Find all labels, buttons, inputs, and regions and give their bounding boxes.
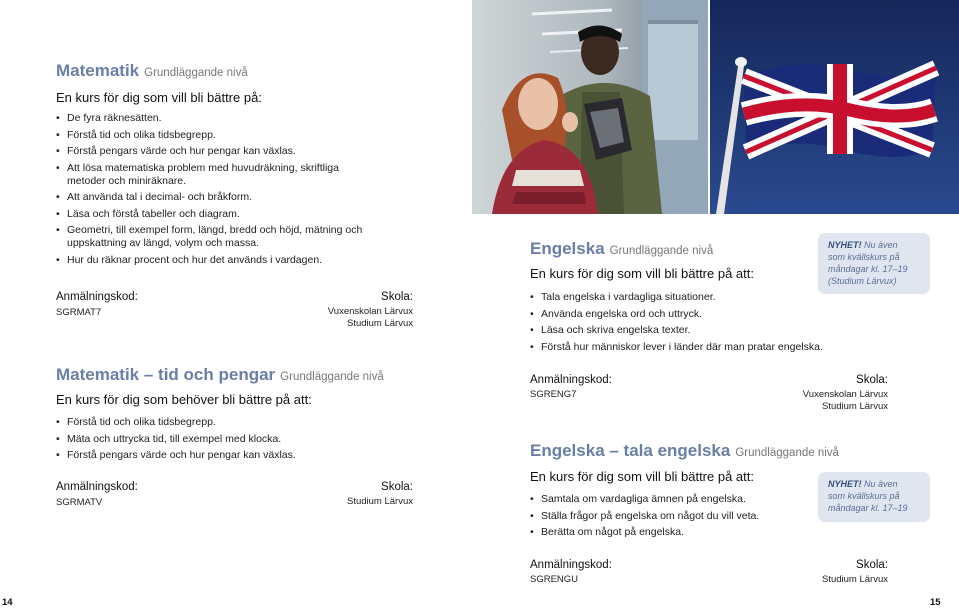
course-title-matematik-tid-pengar xyxy=(56,365,384,385)
note-text: (Studium Lärvux) xyxy=(828,276,897,286)
course-level: Grundläggande nivå xyxy=(144,67,248,79)
note-text: Nu även xyxy=(864,479,898,489)
evening-course-note xyxy=(818,233,930,294)
school-list xyxy=(260,306,413,330)
registration-code: SGRMAT7 xyxy=(56,307,102,318)
registration-code: SGRENG7 xyxy=(530,389,577,400)
list-item: • Att lösa matematiska problem med huvudräkning, skriftliga metoder och miniräknare. xyxy=(56,162,376,188)
course-title-text: Matematik – tid och pengar xyxy=(56,365,276,384)
note-text: Nu även xyxy=(864,240,898,250)
new-badge: NYHET! xyxy=(828,479,862,489)
registration-label: Anmälningskod: xyxy=(56,291,138,303)
school-label: Skola: xyxy=(856,559,888,571)
evening-course-note xyxy=(818,472,930,522)
school-name: Studium Lärvux xyxy=(821,574,888,585)
course-level: Grundläggande nivå xyxy=(609,245,714,257)
list-item: • Tala engelska i vardagliga situationer. xyxy=(530,291,870,304)
registration-label: Anmälningskod: xyxy=(56,481,138,493)
school-list xyxy=(735,389,888,413)
list-item: • Förstå tid och olika tidsbegrepp. xyxy=(56,129,376,142)
list-item: • Förstå hur människor lever i länder där man pratar engelska. xyxy=(530,341,870,354)
registration-label: Anmälningskod: xyxy=(530,374,612,386)
course-title-engelska xyxy=(530,239,713,259)
list-item: • Läsa och förstå tabeller och diagram. xyxy=(56,208,376,221)
registration-code: SGRENGU xyxy=(530,574,579,585)
list-item: • Samtala om vardagliga ämnen på engelska. xyxy=(530,493,810,506)
list-item: • Hur du räknar procent och hur det används i vardagen. xyxy=(56,254,376,267)
course-goal-list xyxy=(56,112,376,270)
list-item: • Förstå pengars värde och hur pengar kan växlas. xyxy=(56,145,376,158)
school-label: Skola: xyxy=(381,291,413,303)
course-goal-list xyxy=(530,291,870,357)
registration-code: SGRMATV xyxy=(56,497,103,508)
school-list xyxy=(260,496,413,508)
course-title-text: Engelska – tala engelska xyxy=(530,441,731,460)
list-item: • Att använda tal i decimal- och bråkform. xyxy=(56,191,376,204)
course-level: Grundläggande nivå xyxy=(735,447,839,459)
note-text: måndagar kl. 17–19 xyxy=(828,503,908,513)
list-item: • Berätta om något på engelska. xyxy=(530,526,810,539)
course-level: Grundläggande nivå xyxy=(280,371,384,383)
new-badge: NYHET! xyxy=(828,240,862,250)
course-heading: En kurs för dig som vill bli bättre på att: xyxy=(530,266,754,281)
course-goal-list xyxy=(530,493,810,543)
course-heading: En kurs för dig som behöver bli bättre på att: xyxy=(56,392,312,407)
page-number: 15 xyxy=(930,597,941,608)
school-name: Vuxenskolan Lärvux xyxy=(327,306,413,317)
list-item: • Mäta och uttrycka tid, till exempel med klocka. xyxy=(56,433,396,446)
course-heading: En kurs för dig som vill bli bättre på att: xyxy=(530,469,754,484)
list-item: • Geometri, till exempel form, längd, bredd och höjd, mätning och uppskattning av längd, volym och massa. xyxy=(56,224,376,250)
students-reading-photo xyxy=(472,0,708,214)
school-label: Skola: xyxy=(381,481,413,493)
note-text: som kvällskurs på xyxy=(828,252,900,262)
list-item: • De fyra räknesätten. xyxy=(56,112,376,125)
school-name: Studium Lärvux xyxy=(346,496,413,507)
course-title-matematik xyxy=(56,61,248,81)
list-item: • Läsa och skriva engelska texter. xyxy=(530,324,870,337)
school-name: Vuxenskolan Lärvux xyxy=(802,389,888,400)
uk-flag-photo xyxy=(710,0,959,214)
list-item: • Ställa frågor på engelska om något du vill veta. xyxy=(530,510,810,523)
page-number: 14 xyxy=(2,597,13,608)
note-text: som kvällskurs på xyxy=(828,491,900,501)
registration-label: Anmälningskod: xyxy=(530,559,612,571)
course-title-engelska-tala xyxy=(530,441,839,461)
course-goal-list xyxy=(56,416,396,466)
course-title-text: Engelska xyxy=(530,239,605,258)
school-name: Studium Lärvux xyxy=(346,318,413,329)
list-item: • Förstå tid och olika tidsbegrepp. xyxy=(56,416,396,429)
school-name: Studium Lärvux xyxy=(821,401,888,412)
list-item: • Använda engelska ord och uttryck. xyxy=(530,308,870,321)
school-list xyxy=(735,574,888,586)
course-title-text: Matematik xyxy=(56,61,140,80)
course-heading: En kurs för dig som vill bli bättre på: xyxy=(56,90,262,105)
note-text: måndagar kl. 17–19 xyxy=(828,264,908,274)
school-label: Skola: xyxy=(856,374,888,386)
list-item: • Förstå pengars värde och hur pengar kan växlas. xyxy=(56,449,396,462)
